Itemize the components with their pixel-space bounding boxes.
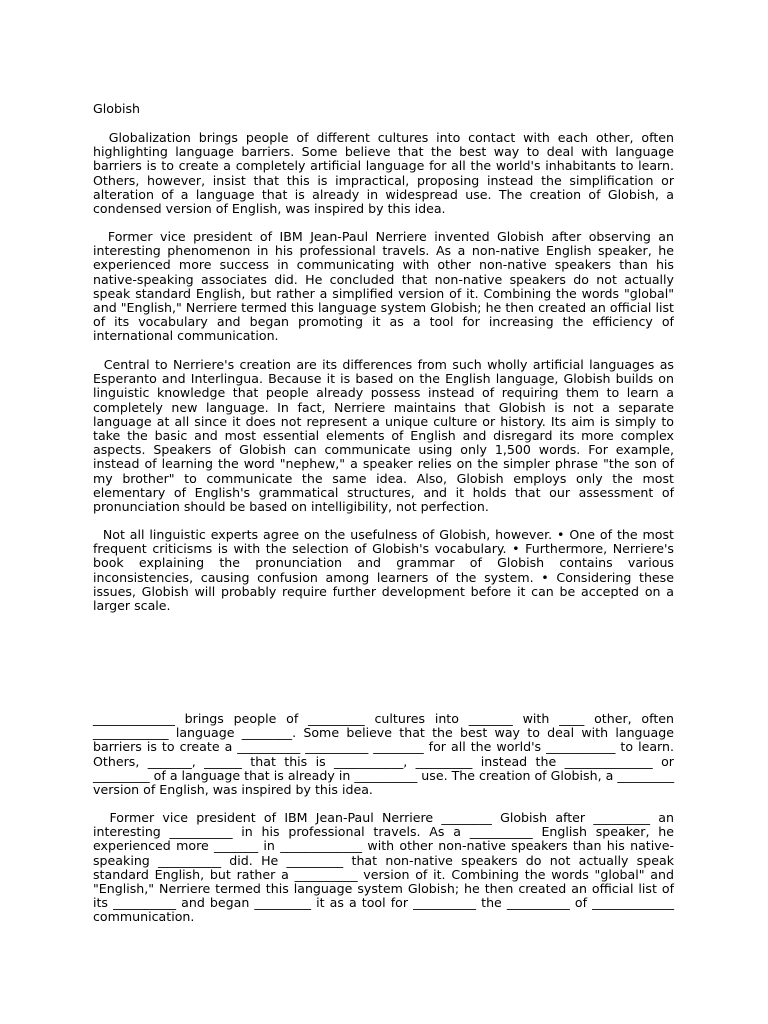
paragraph-globalization: Globalization brings people of different cultures into contact with each other, often highlighting language barriers. Some believe that the best way to deal with language barriers is to create a completely artificial language for all the world's inhabitants to learn. Others, however, insist that this is impractical, proposing instead the simplification or alteration of a language that is already in widespread use. The creation of Globish, a condensed version of English, was inspired by this idea.: [93, 130, 679, 217]
paragraph-central: Central to Nerriere's creation are its differences from such wholly artificial languages as Esperanto and Interlingua. Because it is based on the English language, Globish builds on linguistic knowledge that people already possess instead of requiring them to learn a completely new language. In fact, Nerriere maintains that Globish is not a separate language at all since it does not represent a unique culture or history. Its aim is simply to take the basic and most essential elements of English and disregard its more complex aspects. Speakers of Globish can communicate using only 1,500 words. For example, instead of learning the word "nephew," a speaker relies on the simpler phrase "the son of my brother" to communicate the same idea. Also, Globish employs only the most elementary of English's grammatical structures, and it holds that our assessment of pronunciation should be based on intelligibility, not perfection.: [93, 357, 679, 515]
paragraph-criticism: Not all linguistic experts agree on the usefulness of Globish, however. • One of the most frequent criticisms is with the selection of Globish's vocabulary. • Furthermore, Nerriere's book explaining the pronunciation and grammar of Globish contains various inconsistencies, causing confusion among learners of the system. • Considering these issues, Globish will probably require further development before it can be accepted on a larger scale.: [93, 527, 679, 614]
document-title: Globish: [93, 101, 140, 116]
exercise-paragraph-2: Former vice president of IBM Jean-Paul Nerriere ________ Globish after _________ an interesting __________ in his professional travels. As a __________ English speaker, he experienced more _______ in _____________ with other non-native speakers than his native-speaking __________ did. He _________ that non-native speakers do not actually speak standard English, but rather a __________ version of it. Combining the words "global" and "English," Nerriere termed this language system Globish; he then created an official list of its __________ and began _________ it as a tool for __________ the __________ of _____________ communication.: [93, 810, 679, 925]
paragraph-nerriere: Former vice president of IBM Jean-Paul Nerriere invented Globish after observing an interesting phenomenon in his professional travels. As a non-native English speaker, he experienced more success in communicating with other non-native speakers than his native-speaking associates did. He concluded that non-native speakers do not actually speak standard English, but rather a simplified version of it. Combining the words "global" and "English," Nerriere termed this language system Globish; he then created an official list of its vocabulary and began promoting it as a tool for increasing the efficiency of international communication.: [93, 229, 679, 344]
exercise-paragraph-1: _____________ brings people of _________ cultures into _______ with ____ other, often ____________ language ________. Some believe that the best way to deal with language barriers is to create a __________ __________ ________ for all the world's ___________ to learn. Others, _______, ______ that this is ___________, _________ instead the ______________ or _________ of a language that is already in __________ use. The creation of Globish, a _________ version of English, was inspired by this idea.: [93, 711, 679, 798]
